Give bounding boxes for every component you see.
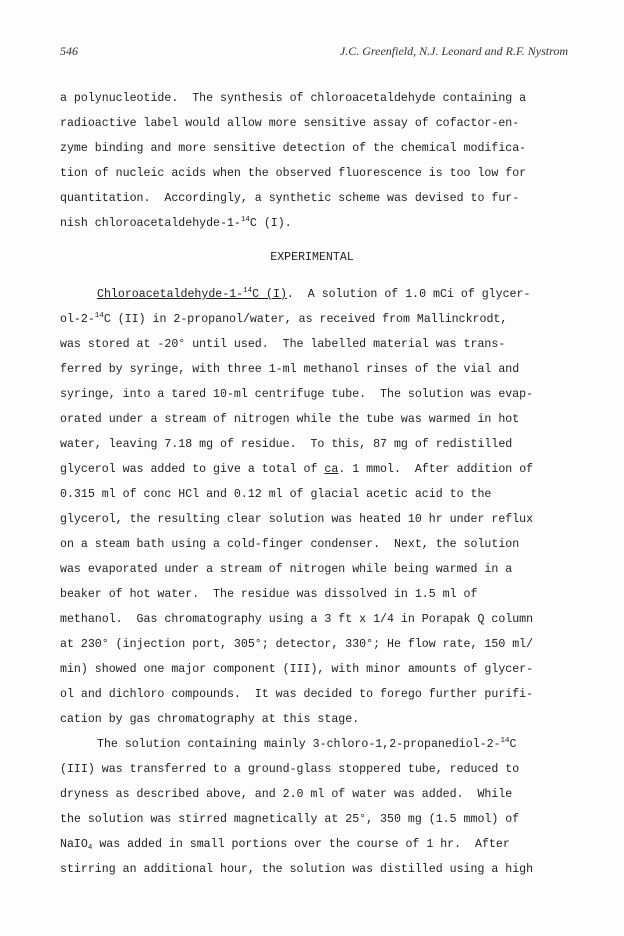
p1-text: . A solution of 1.0 mCi of glycer- bbox=[286, 288, 531, 301]
p1-text: . 1 mmol. After addition of bbox=[338, 463, 534, 476]
p1-line-9: 0.315 ml of conc HCl and 0.12 ml of glacial acetic acid to the bbox=[60, 488, 492, 501]
abbrev-circa: ca bbox=[324, 463, 339, 476]
p1-line-4: ferred by syringe, with three 1-ml methanol rinses of the vial and bbox=[60, 363, 520, 376]
p1-line-16: min) showed one major component (III), with minor amounts of glycer- bbox=[60, 663, 534, 676]
p2-line-1 bbox=[97, 738, 517, 751]
p2-text: C bbox=[509, 738, 517, 751]
p1-line-12: was evaporated under a stream of nitrogen while being warmed in a bbox=[60, 563, 513, 576]
intro-line-4: tion of nucleic acids when the observed fluorescence is too low for bbox=[60, 167, 527, 180]
isotope-superscript: 14 bbox=[500, 737, 510, 745]
intro-line-5: quantitation. Accordingly, a synthetic scheme was devised to fur- bbox=[60, 192, 520, 205]
p1-line-17: ol and dichloro compounds. It was decided to forego further purifi- bbox=[60, 688, 534, 701]
formula-subscript: 4 bbox=[87, 844, 93, 852]
p1-line-10: glycerol, the resulting clear solution was heated 10 hr under reflux bbox=[60, 513, 534, 526]
isotope-superscript: 14 bbox=[240, 216, 250, 224]
p1-line-14: methanol. Gas chromatography using a 3 ft x 1/4 in Porapak Q column bbox=[60, 613, 534, 626]
p2-line-3: dryness as described above, and 2.0 ml of water was added. While bbox=[60, 788, 513, 801]
p1-line-13: beaker of hot water. The residue was dissolved in 1.5 ml of bbox=[60, 588, 478, 601]
running-header bbox=[60, 44, 568, 64]
p1-line-8 bbox=[60, 463, 533, 476]
p1-line-6: orated under a stream of nitrogen while the tube was warmed in hot bbox=[60, 413, 520, 426]
p1-line-1 bbox=[97, 288, 530, 301]
intro-line-1: a polynucleotide. The synthesis of chloroacetaldehyde containing a bbox=[60, 92, 527, 105]
p1-text: ol-2- bbox=[60, 313, 95, 326]
p1-text: C (II) in 2-propanol/water, as received from Mallinckrodt, bbox=[103, 313, 508, 326]
p2-line-6: stirring an additional hour, the solution was distilled using a high bbox=[60, 863, 534, 876]
intro-line-2: radioactive label would allow more sensitive assay of cofactor-en- bbox=[60, 117, 520, 130]
isotope-superscript: 14 bbox=[243, 287, 253, 295]
p2-text: was added in small portions over the course of 1 hr. After bbox=[92, 838, 510, 851]
p1-line-5: syringe, into a tared 10-ml centrifuge tube. The solution was evap- bbox=[60, 388, 534, 401]
intro-line-3: zyme binding and more sensitive detection of the chemical modifica- bbox=[60, 142, 527, 155]
p1-line-7: water, leaving 7.18 mg of residue. To this, 87 mg of redistilled bbox=[60, 438, 513, 451]
p1-line-18: cation by gas chromatography at this stage. bbox=[60, 713, 360, 726]
p2-line-2: (III) was transferred to a ground-glass stoppered tube, reduced to bbox=[60, 763, 520, 776]
p1-line-3: was stored at -20° until used. The labelled material was trans- bbox=[60, 338, 506, 351]
intro-text: nish chloroacetaldehyde-1- bbox=[60, 217, 241, 230]
section-heading: EXPERIMENTAL bbox=[270, 251, 354, 264]
isotope-superscript: 14 bbox=[94, 312, 104, 320]
p1-line-15: at 230° (injection port, 305°; detector, 330°; He flow rate, 150 ml/ bbox=[60, 638, 534, 651]
running-header-authors: J.C. Greenfield, N.J. Leonard and R.F. Nystrom bbox=[339, 44, 568, 58]
intro-line-6 bbox=[60, 217, 292, 230]
p2-text: The solution containing mainly 3-chloro-1,2-propanediol-2- bbox=[97, 738, 501, 751]
p1-line-11: on a steam bath using a cold-finger condenser. Next, the solution bbox=[60, 538, 520, 551]
p2-line-4: the solution was stirred magnetically at 25°, 350 mg (1.5 mmol) of bbox=[60, 813, 520, 826]
p2-line-5 bbox=[60, 838, 510, 851]
page-number: 546 bbox=[60, 44, 78, 58]
p1-text: glycerol was added to give a total of bbox=[60, 463, 325, 476]
compound-heading: Chloroacetaldehyde-1-$^{14}$C (I) bbox=[97, 287, 287, 301]
p2-text: NaIO bbox=[60, 838, 88, 851]
p1-line-2 bbox=[60, 313, 507, 326]
intro-text: C (I). bbox=[249, 217, 292, 230]
